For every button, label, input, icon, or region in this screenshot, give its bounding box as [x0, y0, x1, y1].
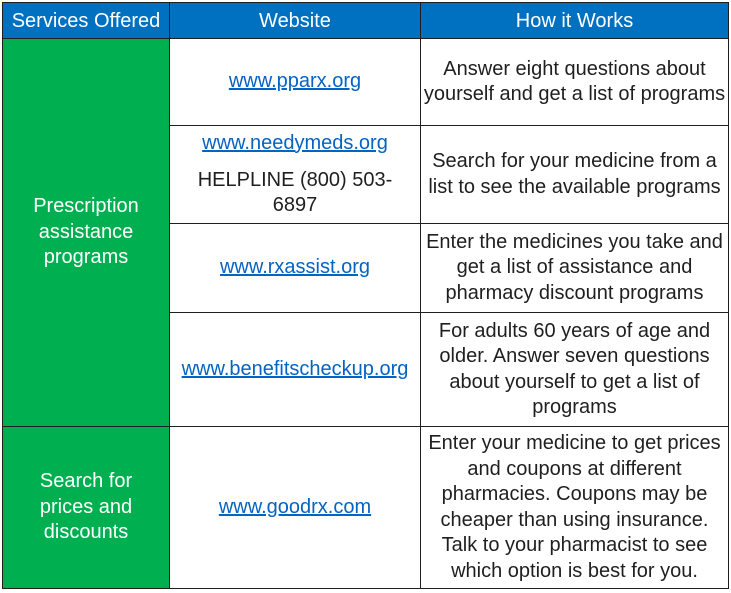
- website-cell: [170, 224, 421, 313]
- how-it-works-cell: For adults 60 years of age and older. Answer seven questions about yourself to get a list of programs: [421, 313, 729, 427]
- header-row: [3, 3, 729, 39]
- link-goodrx[interactable]: www.goodrx.com: [218, 495, 372, 518]
- how-it-works-cell: Answer eight questions about yourself and get a list of programs: [421, 39, 729, 126]
- service-prescription-assistance: Prescription assistance programs: [3, 39, 170, 427]
- helpline-text: HELPLINE (800) 503-6897: [197, 169, 393, 217]
- website-cell: [170, 126, 421, 224]
- table-row: [3, 427, 729, 589]
- link-benefitscheckup[interactable]: www.benefitscheckup.org: [181, 357, 409, 380]
- how-it-works-cell: Enter your medicine to get prices and coupons at different pharmacies. Coupons may be cheaper than using insurance. Talk to your pharmacist to see which option is best for you.: [421, 427, 729, 589]
- link-needymeds[interactable]: www.needymeds.org: [202, 131, 388, 154]
- website-cell: [170, 39, 421, 126]
- header-services-offered: Services Offered: [3, 3, 170, 39]
- link-pparx[interactable]: www.pparx.org: [228, 70, 362, 93]
- table-row: [3, 39, 729, 126]
- header-website: Website: [170, 3, 421, 39]
- how-it-works-cell: Search for your medicine from a list to see the available programs: [421, 126, 729, 224]
- link-rxassist[interactable]: www.rxassist.org: [219, 256, 371, 279]
- how-it-works-cell: Enter the medicines you take and get a list of assistance and pharmacy discount programs: [421, 224, 729, 313]
- services-table: [2, 2, 729, 589]
- service-search-prices: Search for prices and discounts: [3, 427, 170, 589]
- header-how-it-works: How it Works: [421, 3, 729, 39]
- website-cell: [170, 313, 421, 427]
- website-cell: [170, 427, 421, 589]
